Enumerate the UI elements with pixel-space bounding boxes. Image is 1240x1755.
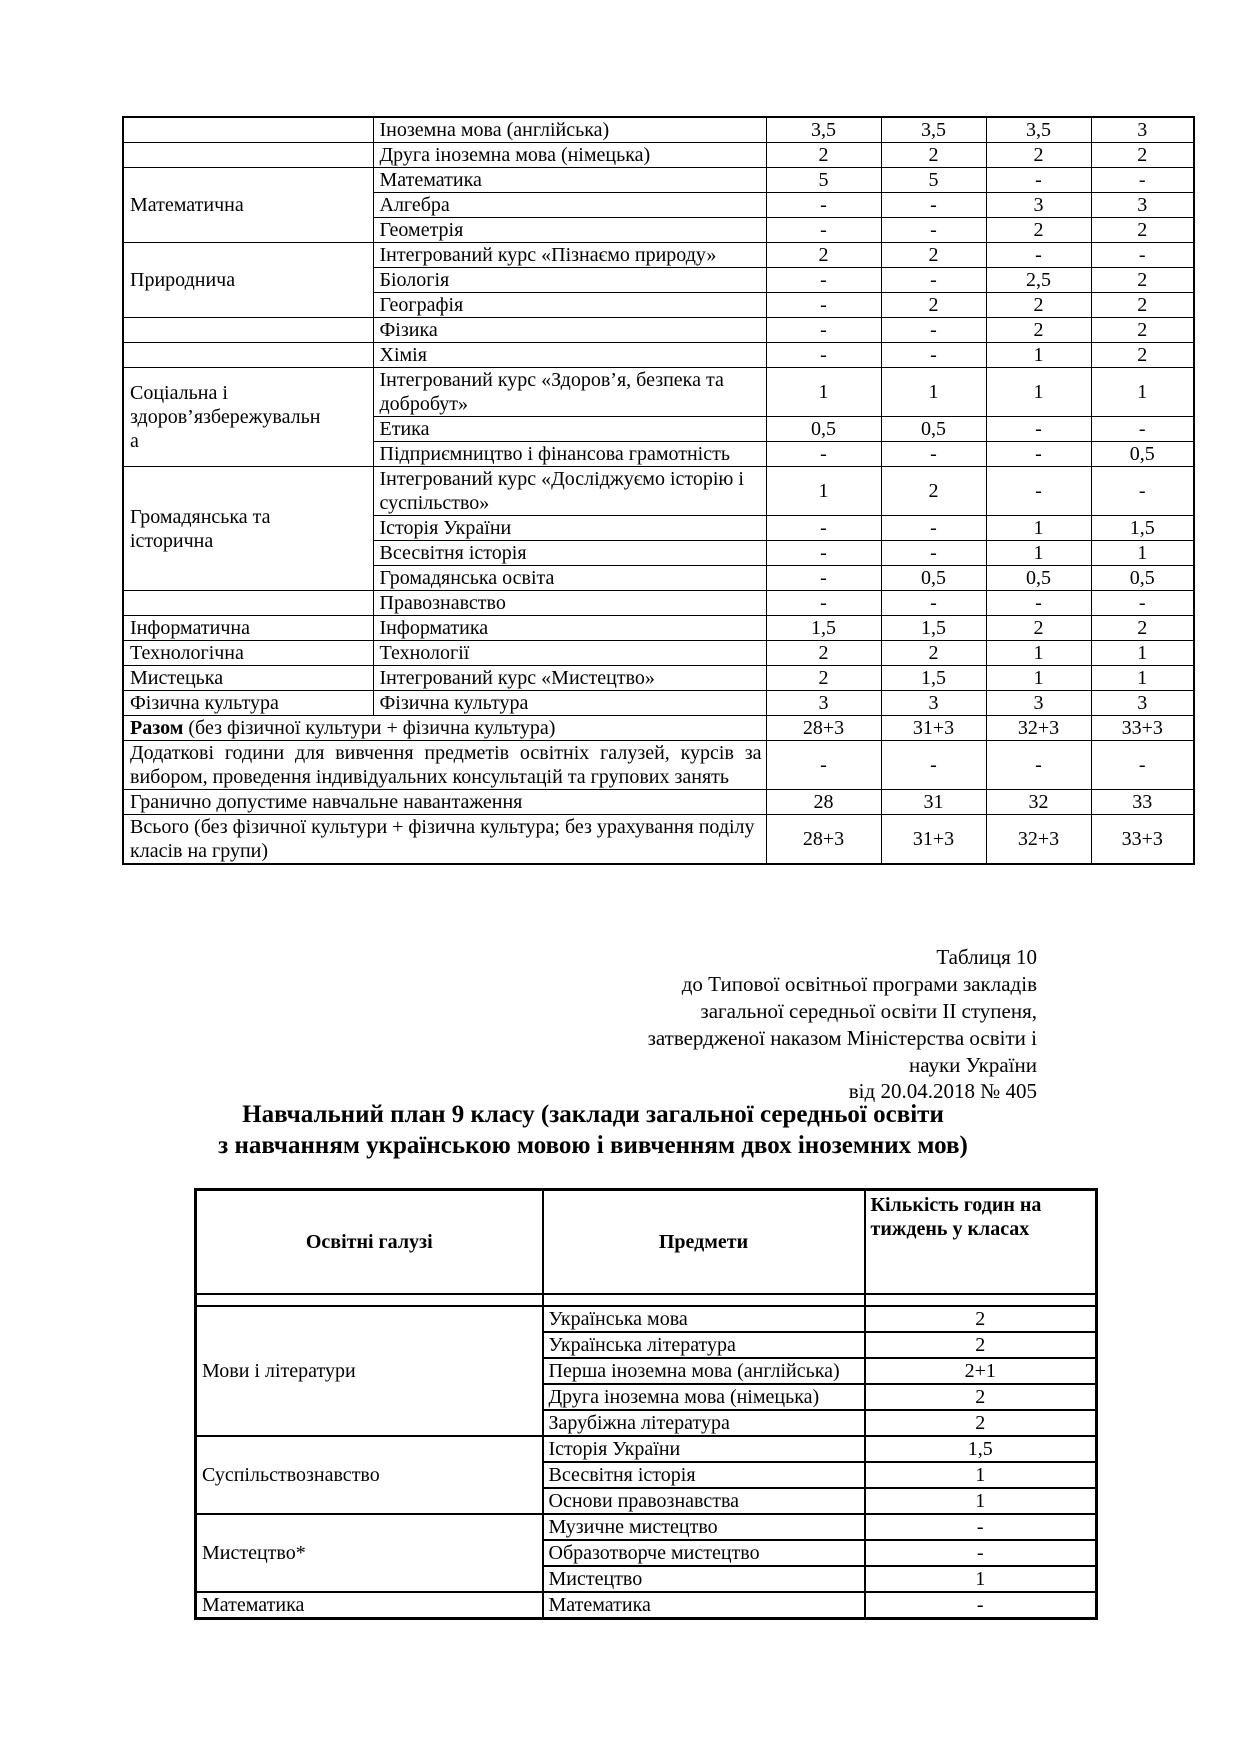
attribution-line: Таблиця 10 bbox=[936, 945, 1037, 969]
table-row bbox=[123, 168, 1194, 193]
upper-curriculum-table-body bbox=[123, 117, 1194, 864]
hours-cell: 2 bbox=[865, 1306, 1097, 1332]
hours-cell: - bbox=[1091, 243, 1194, 268]
table-row bbox=[196, 1306, 1097, 1332]
hours-cell: - bbox=[1091, 741, 1194, 790]
grade9-plan-table-body bbox=[196, 1190, 1097, 1619]
subject-cell: Українська література bbox=[543, 1332, 865, 1358]
hours-cell: 28+3 bbox=[766, 716, 881, 741]
hours-cell: - bbox=[986, 442, 1091, 467]
subject-cell: Основи правознавства bbox=[543, 1488, 865, 1514]
hours-cell: 1,5 bbox=[865, 1436, 1097, 1462]
subject-cell: Математика bbox=[543, 1592, 865, 1619]
hours-cell: - bbox=[766, 318, 881, 343]
hours-cell: 2 bbox=[881, 641, 986, 666]
hours-cell: - bbox=[881, 343, 986, 368]
category-cell bbox=[123, 117, 373, 143]
attribution-line: загальної середньої освіти ІІ ступеня, bbox=[700, 998, 1037, 1023]
hours-cell: 33 bbox=[1091, 790, 1194, 815]
hours-cell: 2 bbox=[1091, 143, 1194, 168]
table-row bbox=[123, 691, 1194, 716]
category-cell: Мистецька bbox=[123, 666, 373, 691]
hours-cell: - bbox=[1091, 417, 1194, 442]
hours-cell: - bbox=[766, 268, 881, 293]
hours-cell: 1 bbox=[1091, 368, 1194, 417]
hours-cell: - bbox=[766, 741, 881, 790]
hours-cell: 31+3 bbox=[881, 716, 986, 741]
hours-cell: - bbox=[881, 218, 986, 243]
hours-cell: - bbox=[865, 1540, 1097, 1566]
category-cell: Технологічна bbox=[123, 641, 373, 666]
subject-cell: Інтегрований курс «Пізнаємо природу» bbox=[373, 243, 766, 268]
hours-cell: - bbox=[766, 293, 881, 318]
hours-cell: - bbox=[986, 168, 1091, 193]
table-row bbox=[123, 243, 1194, 268]
hours-cell: 2 bbox=[1091, 318, 1194, 343]
plan-title-line1: Навчальний план 9 класу (заклади загальної середньої освіти bbox=[242, 1101, 944, 1128]
table-row bbox=[196, 1436, 1097, 1462]
header-subjects: Предмети bbox=[543, 1190, 865, 1295]
hours-cell: 31 bbox=[881, 790, 986, 815]
hours-cell: - bbox=[881, 741, 986, 790]
hours-cell: 2 bbox=[865, 1384, 1097, 1410]
subject-cell: Фізична культура bbox=[373, 691, 766, 716]
subject-cell: Географія bbox=[373, 293, 766, 318]
hours-cell: 2+1 bbox=[865, 1358, 1097, 1384]
table-row bbox=[123, 143, 1194, 168]
hours-cell: 3 bbox=[1091, 117, 1194, 143]
hours-cell: 2 bbox=[865, 1332, 1097, 1358]
hours-cell: 2 bbox=[766, 243, 881, 268]
category-cell: Суспільствознавство bbox=[196, 1436, 543, 1514]
hours-cell: - bbox=[865, 1514, 1097, 1540]
hours-cell: 33+3 bbox=[1091, 716, 1194, 741]
hours-cell: 1 bbox=[881, 368, 986, 417]
hours-cell: 2 bbox=[986, 293, 1091, 318]
subject-cell: Історія України bbox=[543, 1436, 865, 1462]
table-row bbox=[196, 1592, 1097, 1619]
hours-cell: 1,5 bbox=[766, 616, 881, 641]
category-cell: Математична bbox=[123, 168, 373, 243]
hours-cell: 3 bbox=[1091, 691, 1194, 716]
hours-cell: 1,5 bbox=[881, 666, 986, 691]
hours-cell: - bbox=[766, 541, 881, 566]
spacer-cell bbox=[543, 1294, 865, 1306]
spacer-cell bbox=[196, 1294, 543, 1306]
hours-cell: 2,5 bbox=[986, 268, 1091, 293]
hours-cell: 3,5 bbox=[881, 117, 986, 143]
subject-cell: Іноземна мова (англійська) bbox=[373, 117, 766, 143]
category-cell: Математика bbox=[196, 1592, 543, 1619]
hours-cell: - bbox=[766, 193, 881, 218]
subject-cell: Геометрія bbox=[373, 218, 766, 243]
subject-cell: Хімія bbox=[373, 343, 766, 368]
table-row bbox=[123, 318, 1194, 343]
subject-cell: Музичне мистецтво bbox=[543, 1514, 865, 1540]
hours-cell: 32+3 bbox=[986, 815, 1091, 865]
hours-cell: 1 bbox=[986, 343, 1091, 368]
hours-cell: - bbox=[1091, 591, 1194, 616]
hours-cell: 2 bbox=[881, 467, 986, 516]
table-row bbox=[123, 343, 1194, 368]
hours-cell: 3 bbox=[1091, 193, 1194, 218]
hours-cell: 2 bbox=[1091, 293, 1194, 318]
subject-cell: Алгебра bbox=[373, 193, 766, 218]
hours-cell: 3 bbox=[986, 691, 1091, 716]
hours-cell: 2 bbox=[986, 143, 1091, 168]
summary-row bbox=[123, 716, 1194, 741]
subject-cell: Інтегрований курс «Здоров’я, безпека та добробут» bbox=[373, 368, 766, 417]
upper-curriculum-table bbox=[122, 116, 1195, 865]
hours-cell: 2 bbox=[986, 318, 1091, 343]
attribution-line: затвердженої наказом Міністерства освіти і bbox=[647, 1025, 1037, 1050]
hours-cell: - bbox=[766, 442, 881, 467]
hours-cell: 1 bbox=[766, 467, 881, 516]
subject-cell: Біологія bbox=[373, 268, 766, 293]
hours-cell: - bbox=[986, 417, 1091, 442]
category-cell bbox=[123, 318, 373, 343]
subject-cell: Друга іноземна мова (німецька) bbox=[373, 143, 766, 168]
subject-cell: Друга іноземна мова (німецька) bbox=[543, 1384, 865, 1410]
category-cell bbox=[123, 143, 373, 168]
hours-cell: - bbox=[986, 741, 1091, 790]
hours-cell: - bbox=[766, 591, 881, 616]
hours-cell: 2 bbox=[865, 1410, 1097, 1436]
header-education-branches: Освітні галузі bbox=[196, 1190, 543, 1295]
hours-cell: 2 bbox=[1091, 616, 1194, 641]
subject-cell: Інтегрований курс «Мистецтво» bbox=[373, 666, 766, 691]
hours-cell: 1 bbox=[986, 641, 1091, 666]
hours-cell: - bbox=[1091, 467, 1194, 516]
hours-cell: 2 bbox=[881, 143, 986, 168]
hours-cell: 2 bbox=[766, 666, 881, 691]
plan-title bbox=[0, 1100, 1186, 1161]
subject-cell: Зарубіжна література bbox=[543, 1410, 865, 1436]
category-cell: Фізична культура bbox=[123, 691, 373, 716]
hours-cell: 1 bbox=[986, 516, 1091, 541]
hours-cell: 1 bbox=[865, 1488, 1097, 1514]
hours-cell: - bbox=[881, 516, 986, 541]
hours-cell: 33+3 bbox=[1091, 815, 1194, 865]
subject-cell: Українська мова bbox=[543, 1306, 865, 1332]
category-cell: Мови і літератури bbox=[196, 1306, 543, 1436]
attribution-line: науки України bbox=[908, 1052, 1037, 1077]
hours-cell: 28 bbox=[766, 790, 881, 815]
category-cell: Природнича bbox=[123, 243, 373, 318]
hours-cell: - bbox=[881, 591, 986, 616]
attribution-line: від 20.04.2018 № 405 bbox=[848, 1079, 1037, 1104]
table-row bbox=[123, 666, 1194, 691]
hours-cell: - bbox=[766, 516, 881, 541]
subject-cell: Підприємництво і фінансова грамотність bbox=[373, 442, 766, 467]
table-row bbox=[123, 616, 1194, 641]
hours-cell: 1 bbox=[865, 1462, 1097, 1488]
subject-cell: Образотворче мистецтво bbox=[543, 1540, 865, 1566]
hours-cell: 1 bbox=[1091, 666, 1194, 691]
summary-label-cell: Додаткові години для вивчення предметів освітніх галузей, курсів за вибором, проведення індивідуальних консультацій та групових занять bbox=[123, 741, 766, 790]
grade9-plan-table bbox=[194, 1188, 1098, 1620]
table-row bbox=[123, 117, 1194, 143]
hours-cell: 0,5 bbox=[986, 566, 1091, 591]
spacer-cell bbox=[865, 1294, 1097, 1306]
subject-cell: Правознавство bbox=[373, 591, 766, 616]
subject-cell: Фізика bbox=[373, 318, 766, 343]
header-hours-per-week: Кількість годин на тиждень у класах bbox=[865, 1190, 1097, 1295]
hours-cell: 2 bbox=[766, 143, 881, 168]
hours-cell: 1 bbox=[986, 368, 1091, 417]
table-row bbox=[123, 641, 1194, 666]
summary-row bbox=[123, 790, 1194, 815]
summary-row bbox=[123, 741, 1194, 790]
hours-cell: 2 bbox=[986, 616, 1091, 641]
summary-label-cell: Гранично допустиме навчальне навантаження bbox=[123, 790, 766, 815]
subject-cell: Громадянська освіта bbox=[373, 566, 766, 591]
subject-cell: Етика bbox=[373, 417, 766, 442]
summary-label-cell: Всього (без фізичної культури + фізична культура; без урахування поділу класів на групи) bbox=[123, 815, 766, 865]
hours-cell: 31+3 bbox=[881, 815, 986, 865]
hours-cell: 5 bbox=[881, 168, 986, 193]
hours-cell: 1 bbox=[766, 368, 881, 417]
hours-cell: 1 bbox=[1091, 641, 1194, 666]
summary-row bbox=[123, 815, 1194, 865]
hours-cell: 1 bbox=[986, 666, 1091, 691]
hours-cell: 2 bbox=[1091, 343, 1194, 368]
hours-cell: 2 bbox=[1091, 268, 1194, 293]
hours-cell: - bbox=[881, 541, 986, 566]
hours-cell: 0,5 bbox=[881, 417, 986, 442]
hours-cell: 3,5 bbox=[766, 117, 881, 143]
plan-title-line2: з навчанням українською мовою і вивченням двох іноземних мов) bbox=[218, 1131, 968, 1159]
subject-cell: Всесвітня історія bbox=[543, 1462, 865, 1488]
hours-cell: 2 bbox=[881, 293, 986, 318]
hours-cell: 0,5 bbox=[881, 566, 986, 591]
hours-cell: 5 bbox=[766, 168, 881, 193]
hours-cell: 32+3 bbox=[986, 716, 1091, 741]
hours-cell: - bbox=[766, 343, 881, 368]
summary-label-cell: Разом (без фізичної культури + фізична культура) bbox=[123, 716, 766, 741]
hours-cell: - bbox=[766, 218, 881, 243]
hours-cell: 3 bbox=[766, 691, 881, 716]
hours-cell: 1 bbox=[1091, 541, 1194, 566]
subject-cell: Історія України bbox=[373, 516, 766, 541]
hours-cell: 2 bbox=[1091, 218, 1194, 243]
subject-cell: Інтегрований курс «Досліджуємо історію і суспільство» bbox=[373, 467, 766, 516]
subject-cell: Інформатика bbox=[373, 616, 766, 641]
hours-cell: 2 bbox=[881, 243, 986, 268]
table-attribution bbox=[0, 944, 1037, 1105]
hours-cell: 1 bbox=[865, 1566, 1097, 1592]
hours-cell: - bbox=[881, 268, 986, 293]
hours-cell: - bbox=[986, 591, 1091, 616]
category-cell bbox=[123, 343, 373, 368]
hours-cell: - bbox=[986, 243, 1091, 268]
subject-cell: Математика bbox=[373, 168, 766, 193]
hours-cell: - bbox=[881, 193, 986, 218]
category-cell: Соціальна і здоров’язбережувальна bbox=[123, 368, 373, 467]
category-cell: Інформатична bbox=[123, 616, 373, 641]
hours-cell: - bbox=[881, 318, 986, 343]
subject-cell: Мистецтво bbox=[543, 1566, 865, 1592]
hours-cell: 28+3 bbox=[766, 815, 881, 865]
spacer-row bbox=[196, 1294, 1097, 1306]
table-row bbox=[123, 368, 1194, 417]
grade9-header-row bbox=[196, 1190, 1097, 1295]
table-row bbox=[123, 467, 1194, 516]
summary-label-bold: Разом bbox=[130, 717, 184, 739]
hours-cell: 0,5 bbox=[1091, 566, 1194, 591]
hours-cell: 0,5 bbox=[766, 417, 881, 442]
table-row bbox=[196, 1514, 1097, 1540]
hours-cell: - bbox=[986, 467, 1091, 516]
hours-cell: 1,5 bbox=[881, 616, 986, 641]
hours-cell: - bbox=[766, 566, 881, 591]
hours-cell: 3 bbox=[986, 193, 1091, 218]
category-cell: Мистецтво* bbox=[196, 1514, 543, 1592]
attribution-line: до Типової освітньої програми закладів bbox=[681, 971, 1037, 996]
hours-cell: - bbox=[881, 442, 986, 467]
hours-cell: - bbox=[1091, 168, 1194, 193]
table-row bbox=[123, 591, 1194, 616]
hours-cell: - bbox=[865, 1592, 1097, 1619]
category-cell bbox=[123, 591, 373, 616]
hours-cell: 3 bbox=[881, 691, 986, 716]
subject-cell: Технології bbox=[373, 641, 766, 666]
hours-cell: 3,5 bbox=[986, 117, 1091, 143]
subject-cell: Перша іноземна мова (англійська) bbox=[543, 1358, 865, 1384]
hours-cell: 1 bbox=[986, 541, 1091, 566]
hours-cell: 0,5 bbox=[1091, 442, 1194, 467]
hours-cell: 2 bbox=[766, 641, 881, 666]
hours-cell: 1,5 bbox=[1091, 516, 1194, 541]
hours-cell: 32 bbox=[986, 790, 1091, 815]
hours-cell: 2 bbox=[986, 218, 1091, 243]
category-cell: Громадянська та історична bbox=[123, 467, 373, 591]
subject-cell: Всесвітня історія bbox=[373, 541, 766, 566]
